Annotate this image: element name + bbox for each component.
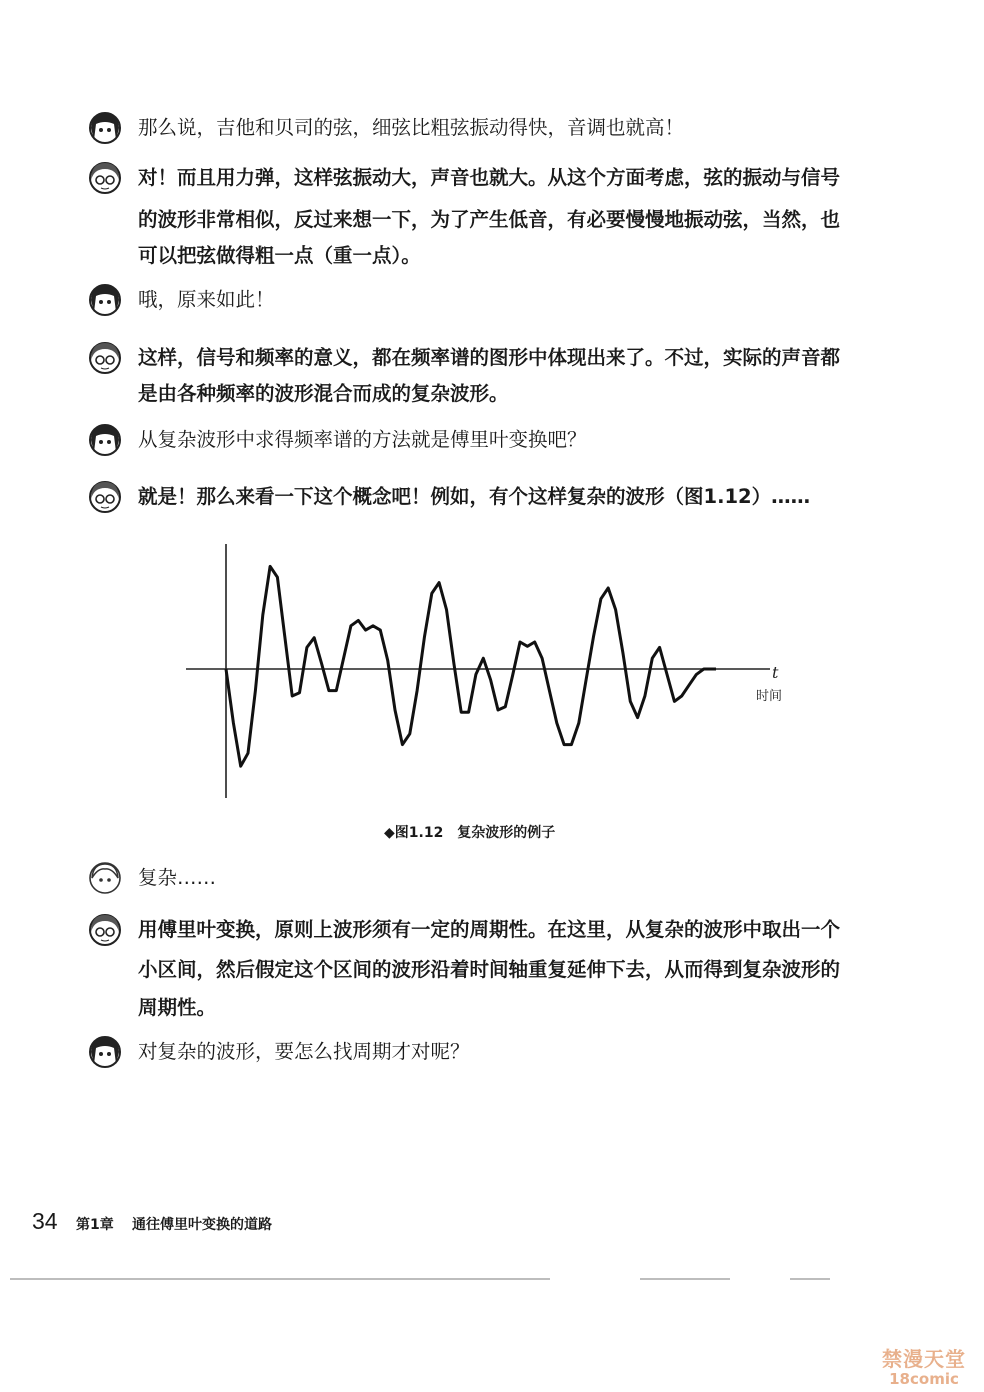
x-axis-label: 时间 <box>756 689 783 704</box>
dialogue-line: 从复杂波形中求得频率谱的方法就是傅里叶变换吧？ <box>138 428 587 451</box>
watermark-line-2: 18comic <box>889 1370 959 1388</box>
dialogue-line: 周期性。 <box>138 996 217 1019</box>
series-line-complex-waveform <box>226 566 716 766</box>
girl-glasses-avatar-icon <box>88 160 122 196</box>
chapter-title: 通往傅里叶变换的道路 <box>132 1217 272 1233</box>
footer-rule <box>640 1278 730 1280</box>
girl-short-hair-avatar-icon <box>88 110 122 146</box>
footer-rule <box>10 1278 550 1280</box>
dialogue-line: 就是！那么来看一下这个概念吧！例如，有个这样复杂的波形（图1.12）…… <box>138 485 811 508</box>
page-number: 34 <box>32 1208 58 1234</box>
dialogue-line: 对！而且用力弹，这样弦振动大，声音也就大。从这个方面考虑，弦的振动与信号 <box>138 166 841 189</box>
dialogue-line: 对复杂的波形，要怎么找周期才对呢？ <box>138 1040 470 1063</box>
dialogue-line: 这样，信号和频率的意义，都在频率谱的图形中体现出来了。不过，实际的声音都 <box>138 346 841 369</box>
girl-glasses-avatar-icon <box>88 340 122 376</box>
footer-rule <box>790 1278 830 1280</box>
girl-short-hair-avatar-icon <box>88 422 122 458</box>
girl-short-hair-avatar-icon <box>88 1034 122 1070</box>
girl-glasses-avatar-icon <box>88 912 122 948</box>
watermark-line-1: 禁漫天堂 <box>882 1347 966 1371</box>
dialogue-line: 那么说，吉他和贝司的弦，细弦比粗弦振动得快，音调也就高！ <box>138 116 685 139</box>
dialogue-line: 用傅里叶变换，原则上波形须有一定的周期性。在这里，从复杂的波形中取出一个 <box>138 918 841 941</box>
chapter-label: 第1章 <box>76 1217 114 1233</box>
site-watermark <box>870 1348 978 1388</box>
dialogue-line: 哦，原来如此！ <box>138 288 275 311</box>
dialogue-line: 小区间，然后假定这个区间的波形沿着时间轴重复延伸下去，从而得到复杂波形的 <box>138 958 841 981</box>
dialogue-line: 复杂…… <box>138 866 217 889</box>
dialogue-line: 可以把弦做得粗一点（重一点）。 <box>138 244 421 267</box>
x-axis-symbol: t <box>772 663 779 682</box>
girl-pigtails-avatar-icon <box>88 860 122 896</box>
figure-caption: ◆图1.12 复杂波形的例子 <box>384 825 556 841</box>
dialogue-line: 是由各种频率的波形混合而成的复杂波形。 <box>138 382 509 405</box>
dialogue-line: 的波形非常相似，反过来想一下，为了产生低音，有必要慢慢地振动弦，当然，也 <box>138 208 841 231</box>
girl-glasses-avatar-icon <box>88 479 122 515</box>
waveform-chart <box>180 538 800 808</box>
girl-short-hair-avatar-icon <box>88 282 122 318</box>
